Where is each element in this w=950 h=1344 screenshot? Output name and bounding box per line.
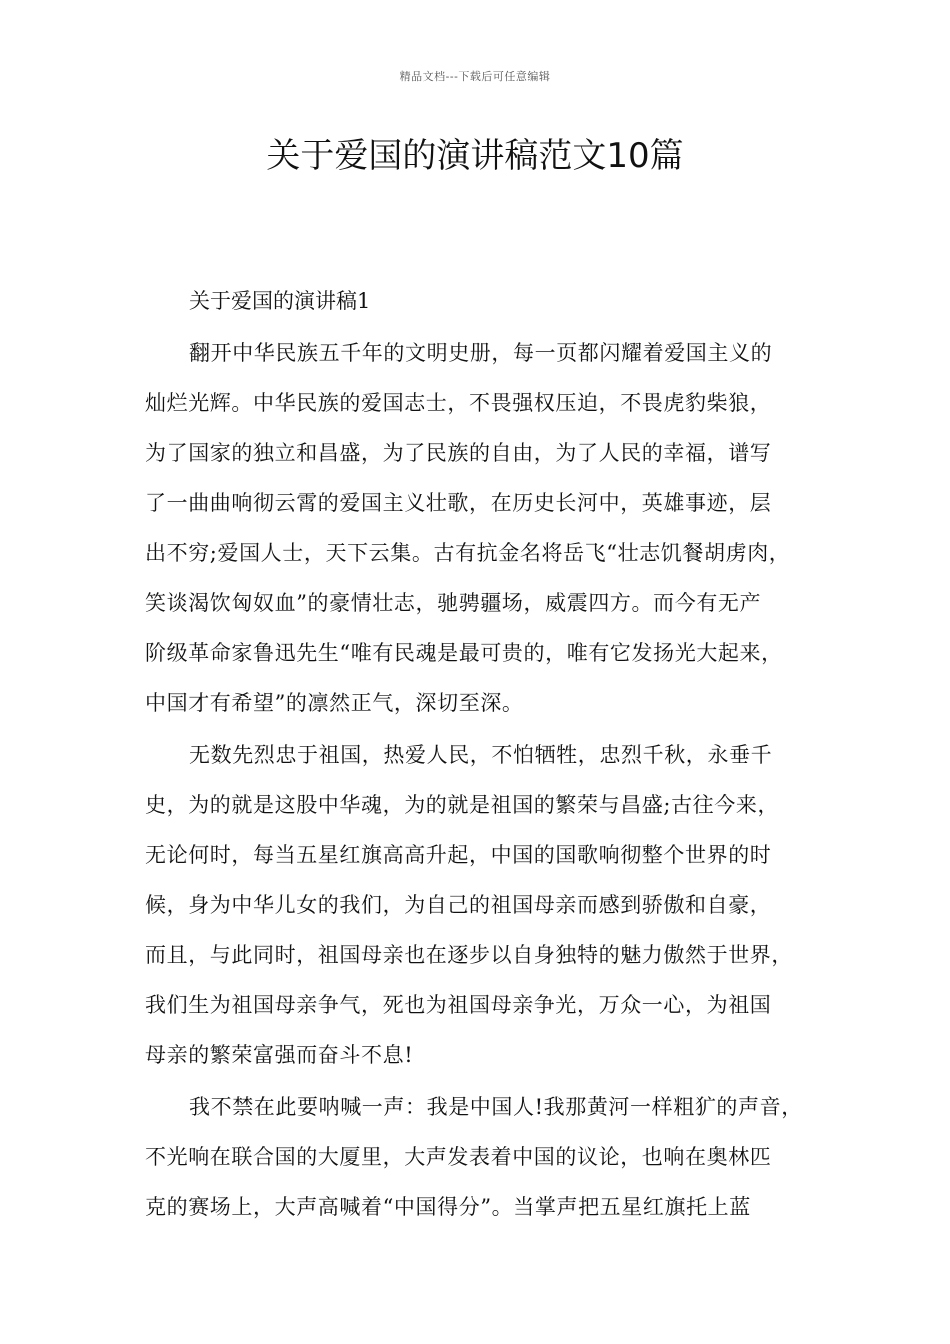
paragraph-line: 候，身为中华儿女的我们，为自己的祖国母亲而感到骄傲和自豪， [145, 893, 772, 917]
paragraph-list [145, 334, 820, 1226]
paragraph-line: 而且，与此同时，祖国母亲也在逐步以自身独特的魅力傲然于世界， [145, 943, 793, 967]
paragraph-line: 笑谈渴饮匈奴血”的豪情壮志，驰骋疆场，威震四方。而今有无产 [145, 591, 762, 615]
paragraph-line: 为了国家的独立和昌盛，为了民族的自由，为了人民的幸福，谱写 [145, 441, 772, 465]
paragraph [145, 334, 820, 722]
paragraph-line: 不光响在联合国的大厦里，大声发表着中国的议论，也响在奥林匹 [145, 1145, 772, 1169]
document-body [145, 282, 820, 1240]
paragraph-line: 中国才有希望”的凛然正气，深切至深。 [145, 691, 524, 715]
document-title: 关于爱国的演讲稿范文10篇 [266, 136, 684, 176]
paragraph-line: 阶级革命家鲁迅先生“唯有民魂是最可贵的，唯有它发扬光大起来， [145, 641, 783, 665]
header-note: 精品文档---下载后可任意编辑 [399, 70, 551, 83]
paragraph [145, 1088, 820, 1226]
paragraph-line: 我不禁在此要呐喊一声：我是中国人!我那黄河一样粗犷的声音， [189, 1095, 803, 1119]
paragraph-line: 灿烂光辉。中华民族的爱国志士，不畏强权压迫，不畏虎豹柴狼， [145, 391, 772, 415]
paragraph-line: 无数先烈忠于祖国，热爱人民，不怕牺牲，忠烈千秋，永垂千 [189, 743, 773, 767]
section-title: 关于爱国的演讲稿1 [189, 289, 371, 313]
paragraph-line: 克的赛场上，大声高喊着“中国得分”。当掌声把五星红旗托上蓝 [145, 1195, 751, 1219]
paragraph-line: 出不穷;爱国人士，天下云集。古有抗金名将岳飞“壮志饥餐胡虏肉， [145, 541, 791, 565]
paragraph-line: 母亲的繁荣富强而奋斗不息! [145, 1043, 414, 1067]
paragraph-line: 史，为的就是这股中华魂，为的就是祖国的繁荣与昌盛;古往今来， [145, 793, 780, 817]
paragraph-line: 无论何时，每当五星红旗高高升起，中国的国歌响彻整个世界的时 [145, 843, 772, 867]
paragraph [145, 736, 820, 1074]
paragraph-line: 翻开中华民族五千年的文明史册，每一页都闪耀着爱国主义的 [189, 341, 773, 365]
paragraph-line: 我们生为祖国母亲争气，死也为祖国母亲争光，万众一心，为祖国 [145, 993, 772, 1017]
paragraph-line: 了一曲曲响彻云霄的爱国主义壮歌，在历史长河中，英雄事迹，层 [145, 491, 772, 515]
